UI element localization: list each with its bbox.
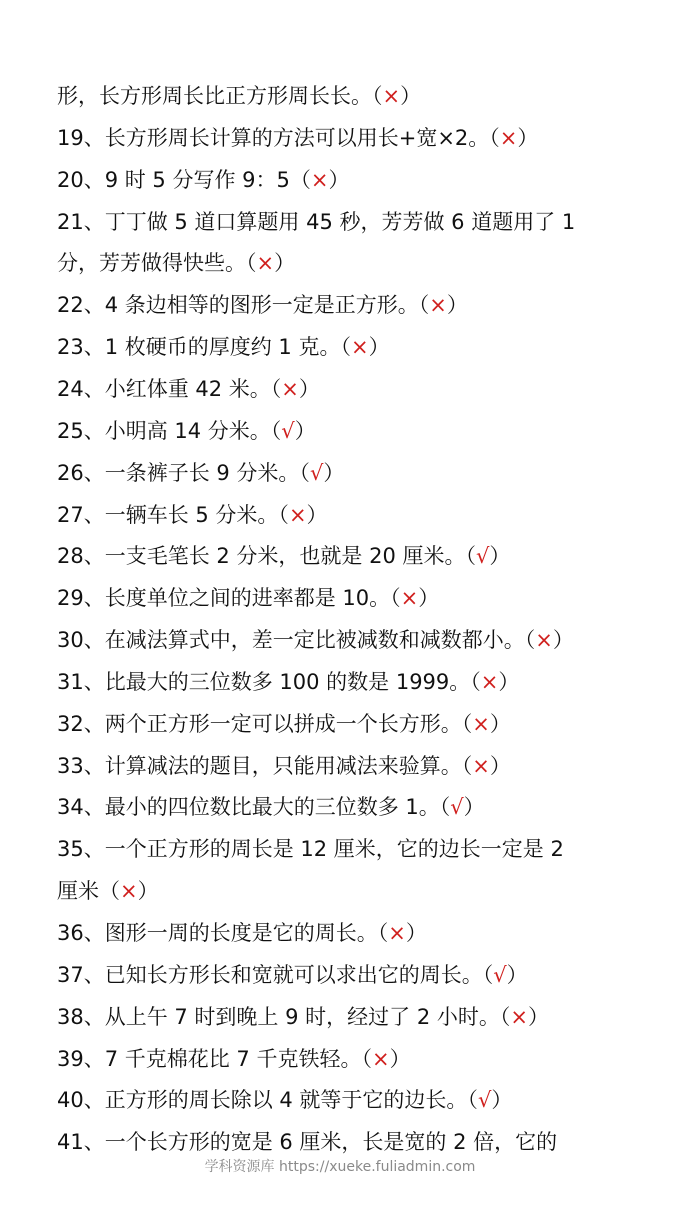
cross-mark-icon: × [371, 1047, 390, 1071]
check-mark-icon: √ [476, 544, 490, 568]
closing-paren: ） [527, 1005, 549, 1029]
question-line [57, 999, 637, 1035]
question-line [57, 78, 637, 114]
cross-mark-icon: × [256, 251, 275, 275]
closing-paren: ） [489, 754, 511, 778]
cross-mark-icon: × [350, 335, 369, 359]
question-line [57, 287, 637, 323]
check-mark-icon: √ [450, 795, 464, 819]
question-line [57, 455, 637, 491]
closing-paren: ） [463, 795, 485, 819]
question-text: 29、长度单位之间的进率都是 10。（ [57, 586, 401, 610]
question-text: 20、9 时 5 分写作 9：5（ [57, 168, 311, 192]
question-text: 厘米（ [57, 879, 120, 903]
cross-mark-icon: × [281, 377, 299, 401]
closing-paren: ） [298, 377, 320, 401]
question-line [57, 664, 637, 700]
question-text: 25、小明高 14 分米。（ [57, 419, 282, 443]
question-text: 33、计算减法的题目，只能用减法来验算。（ [57, 754, 473, 778]
question-text: 26、一条裤子长 9 分米。（ [57, 461, 310, 485]
closing-paren: ） [517, 126, 539, 150]
cross-mark-icon: × [382, 84, 401, 108]
question-text: 41、一个长方形的宽是 6 厘米，长是宽的 2 倍，它的 [57, 1130, 558, 1154]
closing-paren: ） [389, 1047, 411, 1071]
cross-mark-icon: × [510, 1005, 528, 1029]
question-line [57, 622, 637, 658]
question-line [57, 915, 637, 951]
question-line [57, 831, 637, 867]
question-line [57, 245, 637, 281]
closing-paren: ） [552, 628, 574, 652]
closing-paren: ） [294, 419, 316, 443]
check-mark-icon: √ [493, 963, 507, 987]
cross-mark-icon: × [472, 712, 490, 736]
closing-paren: ） [306, 503, 328, 527]
cross-mark-icon: × [288, 503, 307, 527]
cross-mark-icon: × [388, 921, 406, 945]
closing-paren: ） [498, 670, 520, 694]
question-line [57, 706, 637, 742]
question-text: 22、4 条边相等的图形一定是正方形。（ [57, 293, 430, 317]
closing-paren: ） [368, 335, 390, 359]
closing-paren: ） [323, 461, 345, 485]
question-line [57, 120, 637, 156]
question-text: 23、1 枚硬币的厚度约 1 克。（ [57, 335, 351, 359]
check-mark-icon: √ [281, 419, 295, 443]
question-text: 31、比最大的三位数多 100 的数是 1999。（ [57, 670, 481, 694]
closing-paren: ） [489, 544, 511, 568]
question-text: 24、小红体重 42 米。（ [57, 377, 282, 401]
closing-paren: ） [489, 712, 511, 736]
question-line [57, 329, 637, 365]
question-line [57, 1041, 637, 1077]
question-text: 35、一个正方形的周长是 12 厘米，它的边长一定是 2 [57, 837, 564, 861]
closing-paren: ） [328, 168, 350, 192]
closing-paren: ） [274, 251, 296, 275]
question-text: 30、在减法算式中，差一定比被减数和减数都小。（ [57, 628, 536, 652]
question-line [57, 204, 637, 240]
question-text: 32、两个正方形一定可以拼成一个长方形。（ [57, 712, 473, 736]
question-text: 形，长方形周长比正方形周长长。（ [57, 84, 383, 108]
check-mark-icon: √ [309, 461, 324, 485]
cross-mark-icon: × [120, 879, 138, 903]
question-line [57, 497, 637, 533]
question-line [57, 873, 637, 909]
footer-watermark: 学科资源库 https://xueke.fuliadmin.com [204, 1159, 476, 1175]
question-text: 21、丁丁做 5 道口算题用 45 秒，芳芳做 6 道题用了 1 [57, 210, 576, 234]
question-text: 34、最小的四位数比最大的三位数多 1。（ [57, 795, 451, 819]
cross-mark-icon: × [499, 126, 518, 150]
question-text: 28、一支毛笔长 2 分米，也就是 20 厘米。（ [57, 544, 477, 568]
closing-paren: ） [491, 1088, 513, 1112]
question-text: 39、7 千克棉花比 7 千克铁轻。（ [57, 1047, 372, 1071]
question-text: 36、图形一周的长度是它的周长。（ [57, 921, 389, 945]
question-text: 19、长方形周长计算的方法可以用长+宽×2。（ [57, 126, 500, 150]
cross-mark-icon: × [472, 754, 490, 778]
cross-mark-icon: × [480, 670, 499, 694]
check-mark-icon: √ [477, 1088, 492, 1112]
question-line [57, 413, 637, 449]
question-text: 分，芳芳做得快些。（ [57, 251, 257, 275]
question-text: 38、从上午 7 时到晚上 9 时，经过了 2 小时。（ [57, 1005, 511, 1029]
cross-mark-icon: × [310, 168, 329, 192]
question-line [57, 580, 637, 616]
closing-paren: ） [446, 293, 468, 317]
cross-mark-icon: × [429, 293, 447, 317]
question-line [57, 957, 637, 993]
question-text: 27、一辆车长 5 分米。（ [57, 503, 289, 527]
question-line [57, 162, 637, 198]
closing-paren: ） [506, 963, 528, 987]
cross-mark-icon: × [535, 628, 553, 652]
question-line [57, 538, 637, 574]
question-line [57, 371, 637, 407]
question-line [57, 789, 637, 825]
closing-paren: ） [400, 84, 422, 108]
question-line [57, 1124, 637, 1160]
cross-mark-icon: × [400, 586, 419, 610]
question-line [57, 1082, 637, 1118]
question-text: 40、正方形的周长除以 4 就等于它的边长。（ [57, 1088, 478, 1112]
closing-paren: ） [405, 921, 427, 945]
question-text: 37、已知长方形长和宽就可以求出它的周长。（ [57, 963, 494, 987]
closing-paren: ） [137, 879, 159, 903]
closing-paren: ） [418, 586, 440, 610]
question-line [57, 748, 637, 784]
